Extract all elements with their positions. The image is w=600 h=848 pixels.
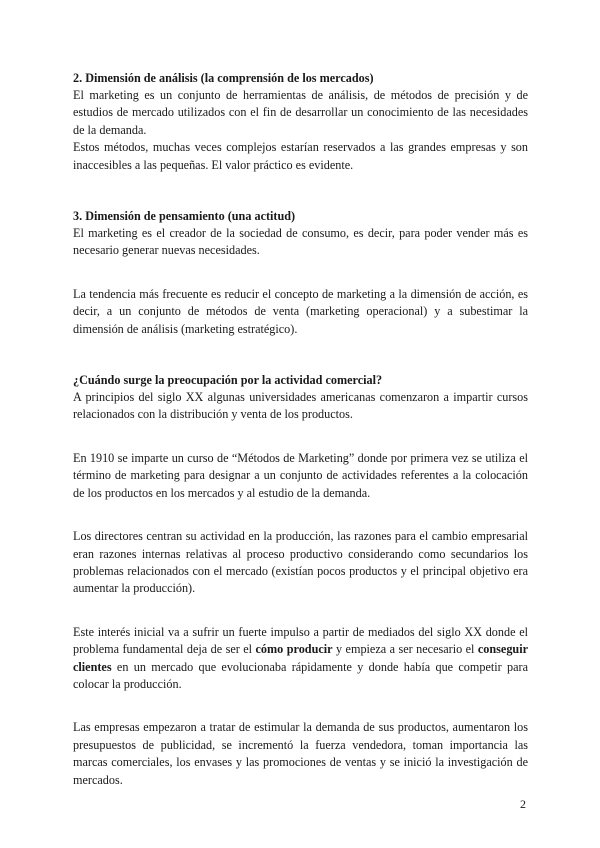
bold-text-get-clients: conseguir clientes <box>73 642 528 674</box>
paragraph: El marketing es el creador de la sociedad de consumo, es decir, para poder vender más es necesario generar nuevas necesidades. <box>73 226 528 258</box>
spacer <box>73 174 528 208</box>
spacer <box>73 502 528 528</box>
paragraph: En 1910 se imparte un curso de “Métodos de Marketing” donde por primera vez se utiliza el término de marketing para designar a un conjunto de actividades referentes a la colocación de los productos en los mercados y al estudio de la demanda. <box>73 450 528 500</box>
paragraph: El marketing es un conjunto de herramientas de análisis, de métodos de precisión y de estudios de mercado utilizados con el fin de desarrollar un conocimiento de las necesidades de la demanda. <box>73 88 528 137</box>
section-heading-analysis: 2. Dimensión de análisis (la comprensión de los mercados) <box>73 71 374 85</box>
spacer <box>73 338 528 372</box>
paragraph: Las empresas empezaron a tratar de estimular la demanda de sus productos, aumentaron los presupuestos de publicidad, se incrementó la fuerza vendedora, toman importancia las marcas comerciales, los envases y las promociones de ventas y se inició la investigación de mercados. <box>73 720 528 787</box>
page-number: 2 <box>520 797 526 811</box>
bold-text-how-to-produce: cómo producir <box>255 642 333 657</box>
spacer <box>73 424 528 450</box>
spacer <box>73 693 528 719</box>
spacer <box>73 260 528 286</box>
section-heading-question: ¿Cuándo surge la preocupación por la actividad comercial? <box>73 373 383 388</box>
text-run: en un mercado que evolucionaba rápidamente y donde había que competir para colocar la producción. <box>73 659 528 691</box>
text-run: y empieza a ser necesario el <box>332 642 478 657</box>
paragraph: La tendencia más frecuente es reducir el concepto de marketing a la dimensión de acción, es decir, a un conjunto de métodos de venta (marketing operacional) y a subestimar la dimensión de análisis (marketing estratégico). <box>73 286 528 336</box>
paragraph <box>73 624 528 694</box>
text-run: Este interés inicial va a sufrir un fuerte impulso a partir de mediados del siglo XX donde el problema fundamental deja de ser el <box>73 624 528 657</box>
paragraph: Los directores centran su actividad en la producción, las razones para el cambio empresarial eran razones internas relativas al proceso productivo considerando como secundarios los problemas relacionados con el mercado (existían pocos productos y el principal objetivo era aumentar la producción). <box>73 529 528 596</box>
paragraph: A principios del siglo XX algunas universidades americanas comenzaron a impartir cursos relacionados con la distribución y venta de los productos. <box>73 390 528 422</box>
paragraph: Estos métodos, muchas veces complejos estarían reservados a las grandes empresas y son inaccesibles a las pequeñas. El valor práctico es evidente. <box>73 140 528 172</box>
spacer <box>73 598 528 624</box>
document-page <box>73 70 528 789</box>
section-heading-thinking: 3. Dimensión de pensamiento (una actitud) <box>73 209 296 224</box>
